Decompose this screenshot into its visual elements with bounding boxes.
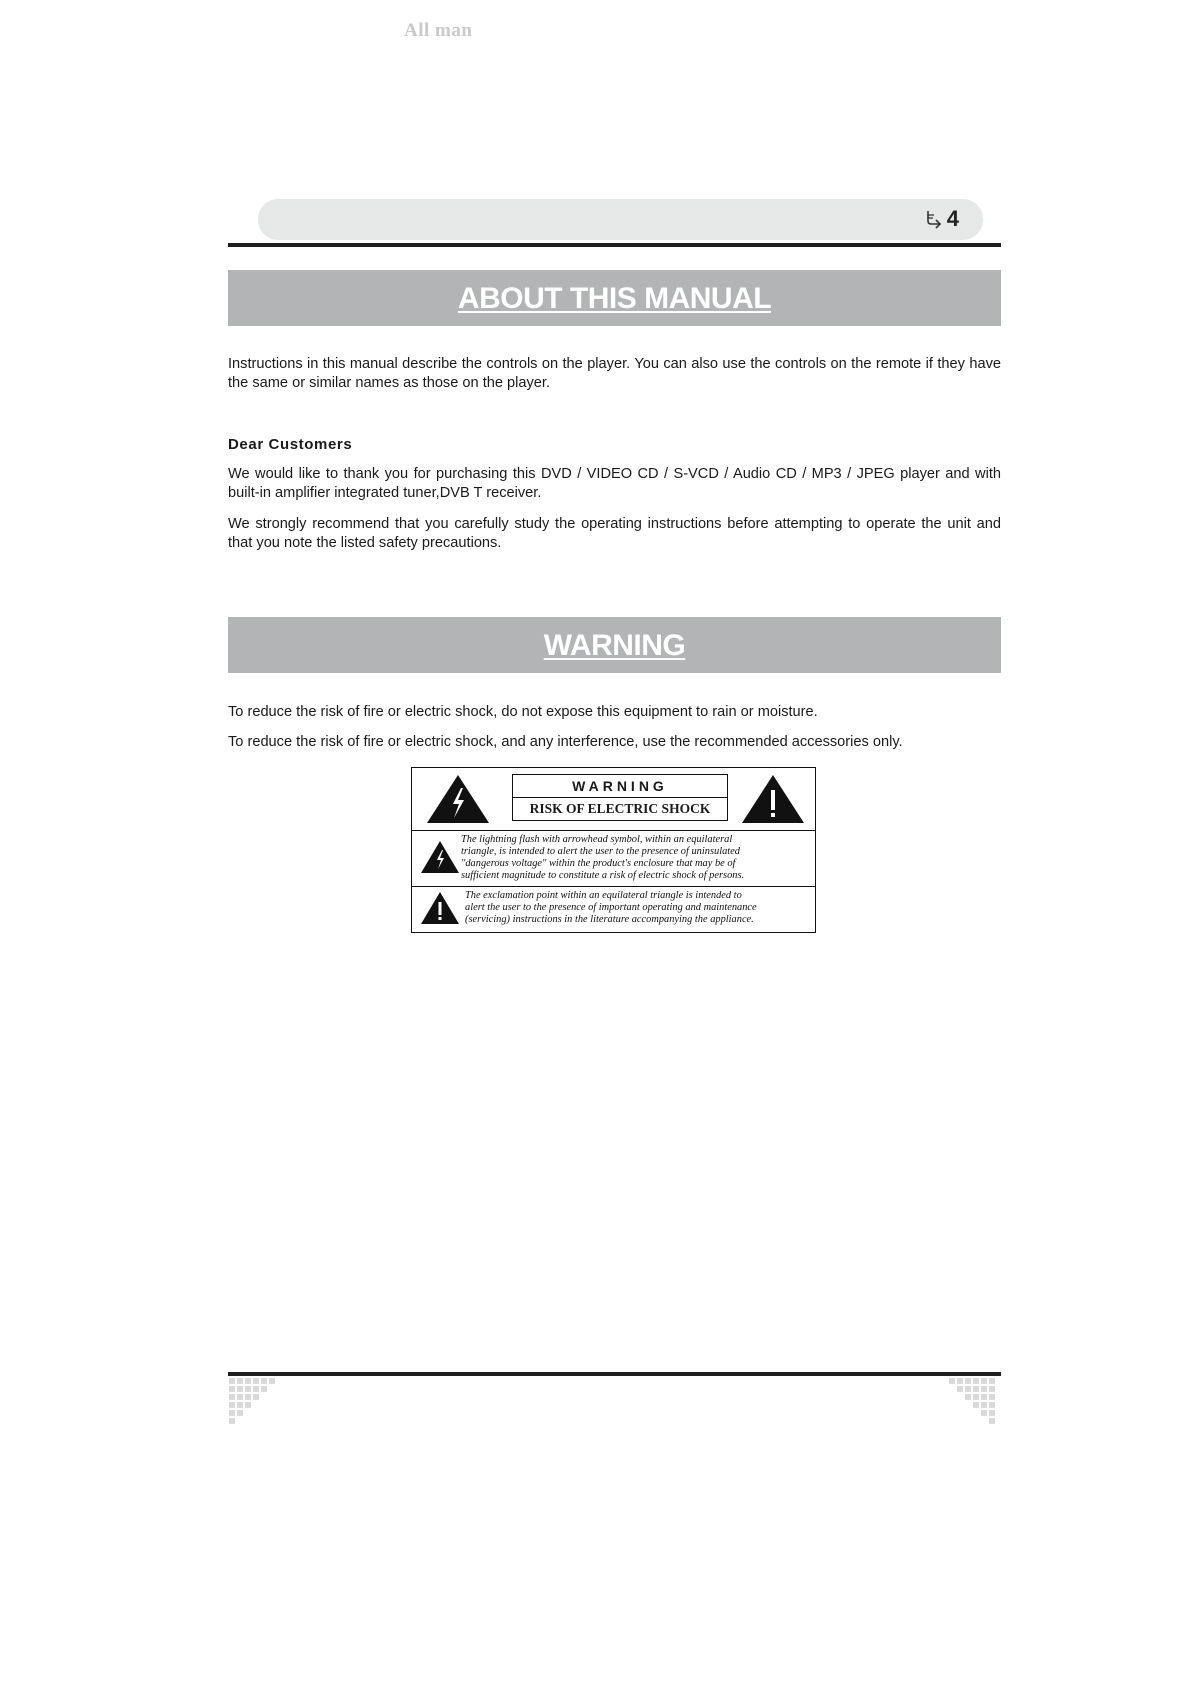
- page-number-label: [925, 206, 959, 232]
- corner-dots-right: [945, 1378, 1001, 1430]
- about-intro: Instructions in this manual describe the controls on the player. You can also use the controls on the remote if they have the same or similar names as those on the player.: [228, 356, 1001, 391]
- header-rule: [228, 243, 1001, 247]
- lightning-text-4: sufficient magnitude to constitute a risk of electric shock of persons.: [461, 870, 745, 881]
- warning-title: WARNING: [543, 629, 686, 662]
- corner-dots-left: [229, 1378, 285, 1430]
- exclamation-text-3: (servicing) instructions in the literature accompanying the appliance.: [465, 914, 754, 925]
- warning-line-2: To reduce the risk of fire or electric shock, and any interference, use the recommended accessories only.: [228, 734, 903, 750]
- warning-label: [411, 767, 816, 933]
- page-number: 4: [946, 206, 959, 231]
- exclamation-triangle-icon: [420, 891, 460, 925]
- exclamation-text-1: The exclamation point within an equilateral triangle is intended to: [465, 890, 742, 901]
- lightning-triangle-icon: [420, 840, 460, 874]
- lightning-text-3: "dangerous voltage" within the product's enclosure that may be of: [461, 858, 736, 869]
- footer-rule: [228, 1372, 1001, 1376]
- warning-line-1: To reduce the risk of fire or electric shock, do not expose this equipment to rain or moisture.: [228, 704, 818, 720]
- exclamation-text-2: alert the user to the presence of important operating and maintenance: [465, 902, 757, 913]
- warning-label-word: WARNING: [513, 775, 727, 798]
- lightning-text-2: triangle, is intended to alert the user to the presence of uninsulated: [461, 846, 740, 857]
- about-title: ABOUT THIS MANUAL: [457, 282, 772, 315]
- warning-label-header: [412, 768, 815, 831]
- warning-label-risk: RISK OF ELECTRIC SHOCK: [529, 801, 711, 816]
- about-banner: [228, 270, 1001, 326]
- warning-label-lightning-row: [412, 830, 815, 887]
- warning-banner: [228, 617, 1001, 673]
- warning-label-exclamation-row: [412, 886, 815, 932]
- exclamation-triangle-icon: [741, 774, 805, 824]
- page-header: [258, 199, 983, 240]
- dear-customers-para-1: We would like to thank you for purchasing this DVD / VIDEO CD / S-VCD / Audio CD / MP3 / JPEG player and with built-in amplifier integrated tuner,DVB T receiver.: [228, 466, 1001, 501]
- lightning-text-1: The lightning flash with arrowhead symbol, within an equilateral: [461, 834, 733, 845]
- watermark-text: All man: [404, 20, 473, 41]
- dear-customers-heading: Dear Customers: [228, 436, 353, 453]
- lightning-triangle-icon: [426, 774, 490, 824]
- hand-pointer-icon: [925, 209, 945, 229]
- dear-customers-para-2: We strongly recommend that you carefully study the operating instructions before attempting to operate the unit and that you note the listed safety precautions.: [228, 516, 1001, 551]
- warning-label-wordbox: [512, 774, 728, 821]
